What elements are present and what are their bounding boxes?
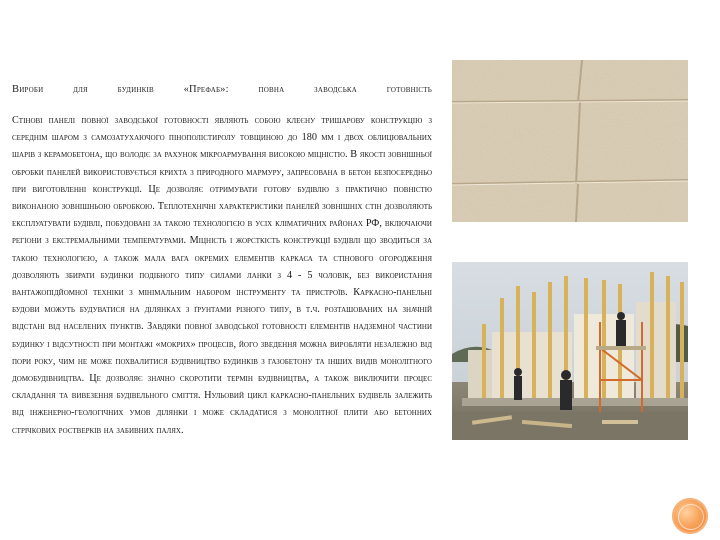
body-paragraph: Стінові панелі повної заводської готовності являють собою клеєну тришарову конструкцію з середнім шаром з самозатухаючого пінополістиролу товщиною до 180 мм і двох облицювальних шарів з керамобетона, що володіє за рахунок мікроармування високою міцністю. В якості зовнішньої обробки панелей використовується крихта з природного мармуру, запресована в бетон безпосередньо при виготовленні конструкції. Це дозволяє отримувати готову будівлю з практично повністю виконаною зовнішньою обробкою. Теплотехнічні характеристики панелей зовнішніх стін дозволяють експлуатувати будівлі, побудовані за такою технологією в усіх кліматичних районах РФ, включаючи регіони з екстремальними температурами. Міцність і жорсткість конструкції будівлі що зводиться за такою технологією, а також мала вага окремих елементів каркаса та стінового огородження дозволяють збирати будинки подібного типу силами ланки з 4 - 5 чоловік, без використання вантажопідйомної техніки з мінімальним набором інструменту та пристроїв. Каркасно-панельні будови можуть будуватися на ділянках з ґрунтами різного типу, в т.ч. розташованих на значній відстані від населених пунктів. Завдяки повної заводської готовності елементів надземної частини будинку і відсутності при монтажі «мокрих» процесів, його зведення можна виробляти незалежно від пори року, чим не може похвалитися будівництво будинків з газобетону та інших видів монолітного домобудівництва. Це дозволяє значно скоротити термін будівництва, а також виключити процес складання та вивезення будівельного сміття. Нульовий цикл каркасно-панельних будівель залежить від інженерно-геологічних умов ділянки і може складатися з монолітної плити або бетонних стрічкових ростверків на забивних палях. — [12, 115, 432, 436]
slide-title: Вироби для будинків «Префаб»: повна заводська готовність — [12, 84, 432, 95]
decorative-orange-circle — [672, 498, 708, 534]
facade-panel-image — [452, 60, 688, 222]
facade-panel-photo — [452, 60, 688, 222]
construction-site-photo — [452, 262, 688, 440]
construction-site-image — [452, 262, 688, 440]
